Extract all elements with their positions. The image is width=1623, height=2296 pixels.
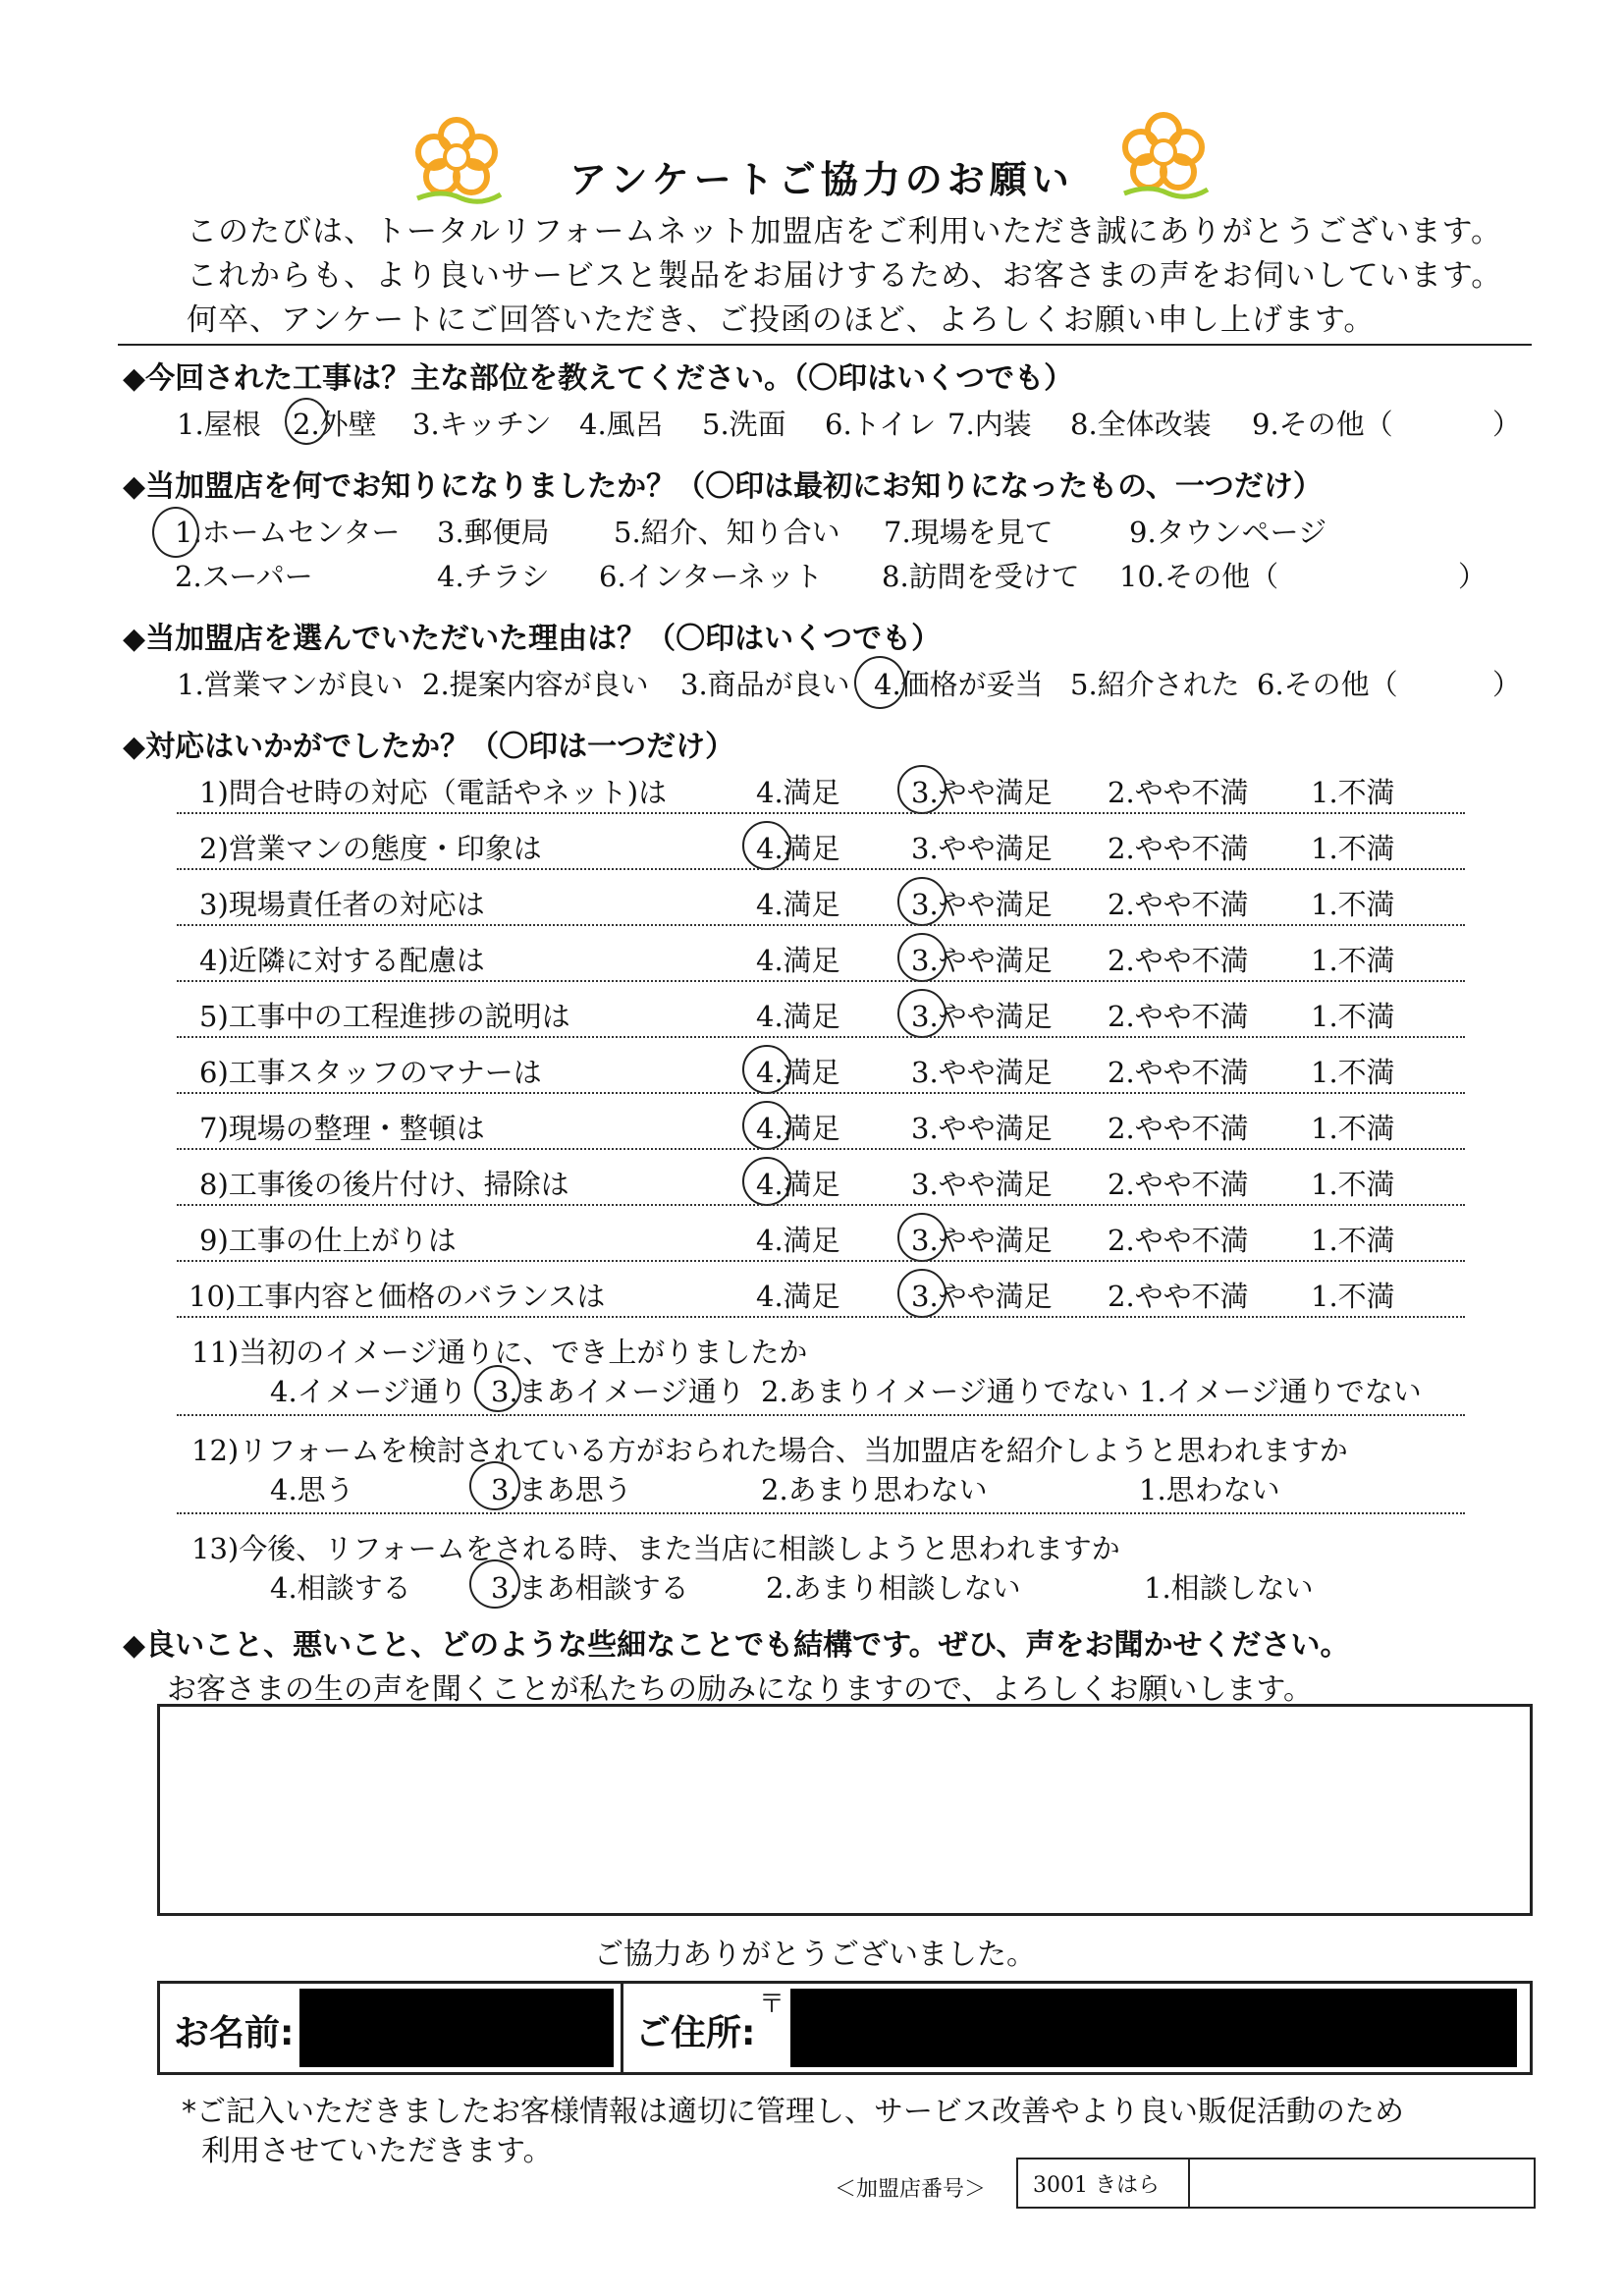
selection-circle bbox=[469, 1559, 520, 1609]
q1-option[interactable]: 4.風呂 bbox=[579, 408, 664, 441]
row-divider bbox=[177, 1204, 1465, 1206]
row-divider bbox=[177, 1036, 1465, 1038]
row-divider bbox=[177, 924, 1465, 926]
q3-option-close: ） bbox=[1492, 668, 1522, 701]
q2-option-other[interactable]: 10.その他（ bbox=[1119, 560, 1279, 593]
q12-label: 12)リフォームを検討されている方がおられた場合、当加盟店を紹介しようと思われますか bbox=[191, 1434, 1348, 1467]
q4-rating-option[interactable]: 3.やや満足 bbox=[911, 1224, 1053, 1257]
q2-option[interactable]: 4.チラシ bbox=[437, 560, 550, 593]
intro-line: このたびは、トータルリフォームネット加盟店をご利用いただき誠にありがとうございます。 bbox=[187, 214, 1502, 249]
q2-option[interactable]: 6.インターネット bbox=[599, 560, 824, 593]
q4-rating-option[interactable]: 4.満足 bbox=[756, 1056, 840, 1089]
q13-option[interactable]: 3.まあ相談する bbox=[491, 1571, 689, 1605]
q4-item-label: 5)工事中の工程進捗の説明は bbox=[199, 1000, 570, 1033]
intro-line: 何卒、アンケートにご回答いただき、ご投函のほど、よろしくお願い申し上げます。 bbox=[187, 302, 1376, 338]
row-divider bbox=[177, 1260, 1465, 1262]
q2-option[interactable]: 8.訪問を受けて bbox=[882, 560, 1080, 593]
q12-option[interactable]: 3.まあ思う bbox=[491, 1473, 632, 1506]
q4-rating-option[interactable]: 1.不満 bbox=[1311, 888, 1395, 921]
q4-rating-option[interactable]: 2.やや不満 bbox=[1108, 1224, 1249, 1257]
q4-rating-option[interactable]: 3.やや満足 bbox=[911, 1000, 1053, 1033]
store-number-value: 3001 きはら bbox=[1033, 2173, 1160, 2198]
q12-option[interactable]: 1.思わない bbox=[1139, 1473, 1280, 1506]
selection-circle bbox=[897, 765, 947, 814]
name-label: お名前: bbox=[174, 2013, 295, 2053]
q1-option[interactable]: 3.キッチン bbox=[412, 408, 552, 441]
q2-option[interactable]: 5.紹介、知り合い bbox=[614, 516, 840, 549]
q4-rating-option[interactable]: 1.不満 bbox=[1311, 832, 1395, 865]
q3-option[interactable]: 3.商品が良い bbox=[680, 668, 850, 701]
q11-option[interactable]: 1.イメージ通りでない bbox=[1139, 1375, 1422, 1408]
q2-option-close: ） bbox=[1458, 560, 1488, 593]
q4-rating-option[interactable]: 1.不満 bbox=[1311, 1112, 1395, 1145]
flower-icon bbox=[1109, 103, 1217, 201]
q4-rating-option[interactable]: 2.やや不満 bbox=[1108, 776, 1249, 809]
q13-label: 13)今後、リフォームをされる時、また当店に相談しようと思われますか bbox=[191, 1532, 1120, 1565]
q4-rating-option[interactable]: 1.不満 bbox=[1311, 1000, 1395, 1033]
selection-circle bbox=[152, 507, 199, 558]
q4-rating-option[interactable]: 2.やや不満 bbox=[1108, 944, 1249, 977]
selection-circle bbox=[285, 398, 328, 445]
selection-circle bbox=[897, 1213, 947, 1262]
q3-option[interactable]: 2.提案内容が良い bbox=[422, 668, 649, 701]
q4-rating-option[interactable]: 3.やや満足 bbox=[911, 1280, 1053, 1313]
q4-rating-option[interactable]: 2.やや不満 bbox=[1108, 1112, 1249, 1145]
q4-rating-option[interactable]: 3.やや満足 bbox=[911, 1056, 1053, 1089]
q4-rating-option[interactable]: 1.不満 bbox=[1311, 1168, 1395, 1201]
q1-option[interactable]: 2.外壁 bbox=[293, 408, 377, 441]
intro-line: これからも、より良いサービスと製品をお届けするため、お客さまの声をお伺いしています。 bbox=[187, 258, 1503, 294]
q1-option[interactable]: 6.トイレ bbox=[825, 408, 937, 441]
page-title: アンケートご協力のお願い bbox=[569, 158, 1074, 201]
row-divider bbox=[177, 812, 1465, 814]
q12-option[interactable]: 4.思う bbox=[270, 1473, 354, 1506]
q2-option[interactable]: 2.スーパー bbox=[175, 560, 313, 593]
q4-rating-option[interactable]: 4.満足 bbox=[756, 944, 840, 977]
q3-option[interactable]: 1.営業マンが良い bbox=[177, 668, 404, 701]
q13-option[interactable]: 2.あまり相談しない bbox=[766, 1571, 1021, 1605]
row-divider bbox=[177, 868, 1465, 870]
q4-rating-option[interactable]: 1.不満 bbox=[1311, 1224, 1395, 1257]
q12-option[interactable]: 2.あまり思わない bbox=[761, 1473, 988, 1506]
q4-heading: ◆対応はいかがでしたか？（〇印は一つだけ） bbox=[123, 730, 735, 764]
q4-rating-option[interactable]: 3.やや満足 bbox=[911, 1168, 1053, 1201]
q4-item-label: 4)近隣に対する配慮は bbox=[199, 944, 485, 977]
q4-rating-option[interactable]: 4.満足 bbox=[756, 1280, 840, 1313]
q2-heading: ◆当加盟店を何でお知りになりましたか？（〇印は最初にお知りになったもの、一つだけ） bbox=[123, 469, 1323, 504]
q4-item-label: 9)工事の仕上がりは bbox=[199, 1224, 457, 1257]
q4-rating-option[interactable]: 3.やや満足 bbox=[911, 1112, 1053, 1145]
selection-circle bbox=[897, 1269, 947, 1318]
thanks-text: ご協力ありがとうございました。 bbox=[594, 1938, 1036, 1972]
selection-circle bbox=[742, 1157, 791, 1206]
q4-rating-option[interactable]: 2.やや不満 bbox=[1108, 1168, 1249, 1201]
q3-option[interactable]: 5.紹介された bbox=[1070, 668, 1240, 701]
q4-rating-option[interactable]: 1.不満 bbox=[1311, 1280, 1395, 1313]
q4-rating-option[interactable]: 3.やや満足 bbox=[911, 776, 1053, 809]
q1-option-close: ） bbox=[1492, 408, 1522, 441]
q11-label: 11)当初のイメージ通りに、でき上がりましたか bbox=[191, 1336, 808, 1369]
q4-rating-option[interactable]: 3.やや満足 bbox=[911, 888, 1053, 921]
row-divider bbox=[177, 1316, 1465, 1318]
q2-option[interactable]: 9.タウンページ bbox=[1129, 516, 1327, 549]
q1-option-other[interactable]: 9.その他（ bbox=[1252, 408, 1393, 441]
comment-box[interactable] bbox=[157, 1704, 1533, 1916]
q5-heading: ◆良いこと、悪いこと、どのような些細なことでも結構です。ぜひ、声をお聞かせください。 bbox=[123, 1628, 1350, 1663]
selection-circle bbox=[897, 877, 947, 926]
row-divider bbox=[177, 1414, 1465, 1416]
q3-option-other[interactable]: 6.その他（ bbox=[1257, 668, 1398, 701]
q4-rating-option[interactable]: 2.やや不満 bbox=[1108, 1280, 1249, 1313]
q2-option[interactable]: 7.現場を見て bbox=[884, 516, 1054, 549]
name-redacted bbox=[299, 1989, 614, 2067]
contact-divider bbox=[621, 1981, 623, 2075]
q4-rating-option[interactable]: 1.不満 bbox=[1311, 944, 1395, 977]
q1-option[interactable]: 1.屋根 bbox=[177, 408, 261, 441]
q4-rating-option[interactable]: 1.不満 bbox=[1311, 1056, 1395, 1089]
selection-circle bbox=[474, 1365, 521, 1412]
q4-rating-option[interactable]: 3.やや満足 bbox=[911, 832, 1053, 865]
q4-rating-option[interactable]: 4.満足 bbox=[756, 776, 840, 809]
row-divider bbox=[177, 1512, 1465, 1514]
q4-rating-option[interactable]: 4.満足 bbox=[756, 888, 840, 921]
q2-option[interactable]: 3.郵便局 bbox=[437, 516, 550, 549]
privacy-note: 利用させていただきます。 bbox=[201, 2134, 553, 2168]
q13-option[interactable]: 4.相談する bbox=[270, 1571, 411, 1605]
q4-rating-option[interactable]: 4.満足 bbox=[756, 1112, 840, 1145]
q4-rating-option[interactable]: 2.やや不満 bbox=[1108, 888, 1249, 921]
selection-circle bbox=[854, 656, 905, 709]
q1-option[interactable]: 5.洗面 bbox=[702, 408, 786, 441]
selection-circle bbox=[897, 933, 947, 982]
q5-subheading: お客さまの生の声を聞くことが私たちの励みになりますので、よろしくお願いします。 bbox=[167, 1672, 1313, 1707]
q11-option[interactable]: 3.まあイメージ通り bbox=[491, 1375, 745, 1408]
q11-option[interactable]: 4.イメージ通り bbox=[270, 1375, 467, 1408]
address-label: ご住所: bbox=[635, 2013, 756, 2053]
row-divider bbox=[177, 1092, 1465, 1094]
q4-rating-option[interactable]: 2.やや不満 bbox=[1108, 1056, 1249, 1089]
q2-option[interactable]: 1.ホームセンター bbox=[175, 516, 401, 549]
privacy-note: *ご記入いただきましたお客様情報は適切に管理し、サービス改善やより良い販促活動のため bbox=[182, 2095, 1404, 2129]
store-number-label: ＜加盟店番号＞ bbox=[835, 2177, 987, 2202]
q11-option[interactable]: 2.あまりイメージ通りでない bbox=[761, 1375, 1129, 1408]
q4-rating-option[interactable]: 4.満足 bbox=[756, 1168, 840, 1201]
q3-option[interactable]: 4.価格が妥当 bbox=[874, 668, 1044, 701]
q4-rating-option[interactable]: 2.やや不満 bbox=[1108, 832, 1249, 865]
q4-item-label: 8)工事後の後片付け、掃除は bbox=[199, 1168, 569, 1201]
q1-option[interactable]: 8.全体改装 bbox=[1070, 408, 1212, 441]
flower-icon bbox=[403, 108, 511, 206]
q4-rating-option[interactable]: 4.満足 bbox=[756, 832, 840, 865]
q4-item-label: 7)現場の整理・整頓は bbox=[199, 1112, 485, 1145]
q4-item-label: 3)現場責任者の対応は bbox=[199, 888, 485, 921]
selection-circle bbox=[469, 1461, 520, 1510]
q4-rating-option[interactable]: 4.満足 bbox=[756, 1224, 840, 1257]
q1-heading: ◆今回された工事は？主な部位を教えてください。（〇印はいくつでも） bbox=[123, 361, 1074, 396]
q4-rating-option[interactable]: 3.やや満足 bbox=[911, 944, 1053, 977]
q4-rating-option[interactable]: 2.やや不満 bbox=[1108, 1000, 1249, 1033]
selection-circle bbox=[897, 989, 947, 1038]
q1-option[interactable]: 7.内装 bbox=[947, 408, 1032, 441]
postal-mark: 〒 bbox=[759, 1990, 785, 2019]
row-divider bbox=[177, 980, 1465, 982]
q4-item-label: 6)工事スタッフのマナーは bbox=[199, 1056, 542, 1089]
row-divider bbox=[177, 1148, 1465, 1150]
address-redacted bbox=[790, 1989, 1517, 2067]
q4-rating-option[interactable]: 1.不満 bbox=[1311, 776, 1395, 809]
divider bbox=[118, 344, 1532, 346]
q4-rating-option[interactable]: 4.満足 bbox=[756, 1000, 840, 1033]
q3-heading: ◆当加盟店を選んでいただいた理由は？（〇印はいくつでも） bbox=[123, 622, 942, 656]
selection-circle bbox=[742, 821, 791, 870]
store-number-divider bbox=[1188, 2158, 1190, 2207]
selection-circle bbox=[742, 1045, 791, 1094]
selection-circle bbox=[742, 1101, 791, 1150]
q4-item-label: 10)工事内容と価格のバランスは bbox=[189, 1280, 606, 1313]
q4-item-label: 2)営業マンの態度・印象は bbox=[199, 832, 542, 865]
q13-option[interactable]: 1.相談しない bbox=[1144, 1571, 1314, 1605]
q4-item-label: 1)問合せ時の対応（電話やネット)は bbox=[199, 776, 668, 809]
